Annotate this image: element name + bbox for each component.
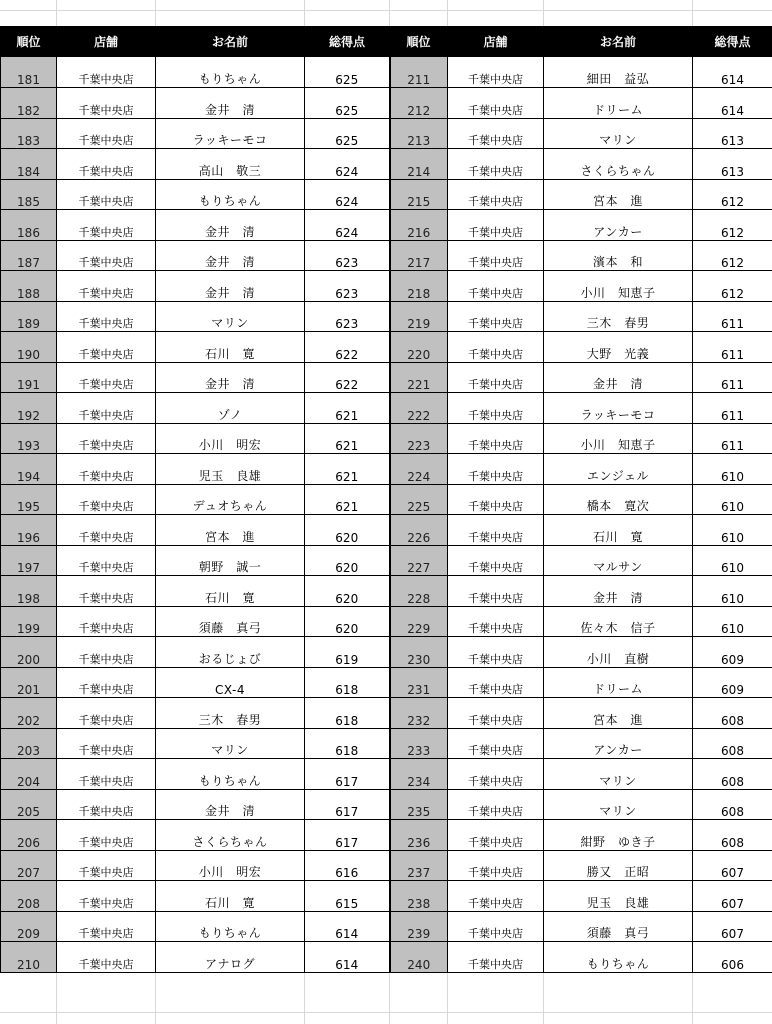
score-cell[interactable]: 610 — [693, 545, 772, 576]
name-cell[interactable]: 児玉 良雄 — [544, 881, 693, 912]
rank-cell[interactable]: 208 — [1, 881, 57, 912]
score-cell[interactable]: 622 — [305, 332, 390, 363]
rank-cell[interactable]: 233 — [390, 728, 448, 759]
store-cell[interactable]: 千葉中央店 — [57, 210, 156, 241]
store-cell[interactable]: 千葉中央店 — [448, 149, 544, 180]
score-cell[interactable]: 624 — [305, 179, 390, 210]
score-cell[interactable]: 620 — [305, 576, 390, 607]
store-cell[interactable]: 千葉中央店 — [448, 515, 544, 546]
table-row — [1, 576, 772, 607]
table-row — [1, 728, 772, 759]
table-row — [1, 179, 772, 210]
table-row — [1, 454, 772, 485]
score-cell[interactable]: 624 — [305, 210, 390, 241]
score-cell[interactable]: 608 — [693, 759, 772, 790]
score-cell[interactable]: 623 — [305, 301, 390, 332]
header-store[interactable]: 店舗 — [448, 26, 544, 57]
score-cell[interactable]: 614 — [305, 911, 390, 942]
name-cell[interactable]: ラッキーモコ — [544, 393, 693, 424]
rank-cell[interactable]: 213 — [390, 118, 448, 149]
rank-cell[interactable]: 226 — [390, 515, 448, 546]
score-cell[interactable]: 618 — [305, 728, 390, 759]
rank-cell[interactable]: 240 — [390, 942, 448, 973]
rank-cell[interactable]: 192 — [1, 393, 57, 424]
table-row — [1, 667, 772, 698]
score-cell[interactable]: 607 — [693, 850, 772, 881]
grid-line — [0, 10, 772, 11]
score-cell[interactable]: 617 — [305, 759, 390, 790]
table-row — [1, 88, 772, 119]
name-cell[interactable]: 石川 寛 — [156, 576, 305, 607]
score-cell[interactable]: 617 — [305, 820, 390, 851]
store-cell[interactable]: 千葉中央店 — [448, 88, 544, 119]
rank-cell[interactable]: 202 — [1, 698, 57, 729]
store-cell[interactable]: 千葉中央店 — [57, 728, 156, 759]
store-cell[interactable]: 千葉中央店 — [448, 637, 544, 668]
rank-cell[interactable]: 239 — [390, 911, 448, 942]
store-cell[interactable]: 千葉中央店 — [448, 332, 544, 363]
store-cell[interactable]: 千葉中央店 — [448, 118, 544, 149]
rank-cell[interactable]: 194 — [1, 454, 57, 485]
store-cell[interactable]: 千葉中央店 — [448, 210, 544, 241]
score-cell[interactable]: 611 — [693, 393, 772, 424]
store-cell[interactable]: 千葉中央店 — [448, 576, 544, 607]
rank-cell[interactable]: 238 — [390, 881, 448, 912]
store-cell[interactable]: 千葉中央店 — [57, 88, 156, 119]
rank-cell[interactable]: 186 — [1, 210, 57, 241]
rank-cell[interactable]: 222 — [390, 393, 448, 424]
table-row — [1, 423, 772, 454]
name-cell[interactable]: 金井 清 — [544, 576, 693, 607]
name-cell[interactable]: 石川 寛 — [156, 881, 305, 912]
store-cell[interactable]: 千葉中央店 — [57, 576, 156, 607]
rank-cell[interactable]: 184 — [1, 149, 57, 180]
rank-cell[interactable]: 188 — [1, 271, 57, 302]
name-cell[interactable]: 細田 益弘 — [544, 57, 693, 88]
rank-cell[interactable]: 234 — [390, 759, 448, 790]
store-cell[interactable]: 千葉中央店 — [57, 332, 156, 363]
store-cell[interactable]: 千葉中央店 — [448, 423, 544, 454]
score-cell[interactable]: 622 — [305, 362, 390, 393]
name-cell[interactable]: もりちゃん — [544, 942, 693, 973]
table-row — [1, 881, 772, 912]
rank-cell[interactable]: 197 — [1, 545, 57, 576]
name-cell[interactable]: マリン — [544, 118, 693, 149]
store-cell[interactable]: 千葉中央店 — [448, 454, 544, 485]
rank-cell[interactable]: 189 — [1, 301, 57, 332]
rank-cell[interactable]: 199 — [1, 606, 57, 637]
rank-cell[interactable]: 236 — [390, 820, 448, 851]
score-cell[interactable]: 619 — [305, 637, 390, 668]
score-cell[interactable]: 623 — [305, 271, 390, 302]
name-cell[interactable]: さくらちゃん — [544, 149, 693, 180]
rank-cell[interactable]: 227 — [390, 545, 448, 576]
score-cell[interactable]: 621 — [305, 484, 390, 515]
store-cell[interactable]: 千葉中央店 — [57, 301, 156, 332]
table-row — [1, 545, 772, 576]
store-cell[interactable]: 千葉中央店 — [57, 179, 156, 210]
rank-cell[interactable]: 198 — [1, 576, 57, 607]
name-cell[interactable]: 児玉 良雄 — [156, 454, 305, 485]
name-cell[interactable]: 三木 春男 — [544, 301, 693, 332]
rank-cell[interactable]: 228 — [390, 576, 448, 607]
rank-cell[interactable]: 212 — [390, 88, 448, 119]
header-score[interactable]: 総得点 — [693, 26, 772, 57]
name-cell[interactable]: 高山 敬三 — [156, 149, 305, 180]
score-cell[interactable]: 620 — [305, 606, 390, 637]
score-cell[interactable]: 620 — [305, 545, 390, 576]
name-cell[interactable]: 金井 清 — [156, 210, 305, 241]
score-cell[interactable]: 612 — [693, 271, 772, 302]
rank-cell[interactable]: 204 — [1, 759, 57, 790]
score-cell[interactable]: 614 — [305, 942, 390, 973]
rank-cell[interactable]: 224 — [390, 454, 448, 485]
table-row — [1, 301, 772, 332]
table-row — [1, 210, 772, 241]
score-cell[interactable]: 609 — [693, 667, 772, 698]
table-row — [1, 698, 772, 729]
score-cell[interactable]: 617 — [305, 789, 390, 820]
name-cell[interactable]: 小川 明宏 — [156, 850, 305, 881]
store-cell[interactable]: 千葉中央店 — [448, 271, 544, 302]
name-cell[interactable]: マリン — [156, 728, 305, 759]
name-cell[interactable]: マリン — [544, 759, 693, 790]
score-cell[interactable]: 621 — [305, 393, 390, 424]
name-cell[interactable]: 石川 寛 — [544, 515, 693, 546]
name-cell[interactable]: ドリーム — [544, 88, 693, 119]
rank-cell[interactable]: 210 — [1, 942, 57, 973]
score-cell[interactable]: 618 — [305, 667, 390, 698]
rank-cell[interactable]: 187 — [1, 240, 57, 271]
rank-cell[interactable]: 216 — [390, 210, 448, 241]
score-cell[interactable]: 613 — [693, 118, 772, 149]
rank-cell[interactable]: 214 — [390, 149, 448, 180]
store-cell[interactable]: 千葉中央店 — [57, 820, 156, 851]
name-cell[interactable]: 金井 清 — [156, 88, 305, 119]
header-rank[interactable]: 順位 — [1, 26, 57, 57]
score-cell[interactable]: 611 — [693, 301, 772, 332]
store-cell[interactable]: 千葉中央店 — [57, 667, 156, 698]
score-cell[interactable]: 610 — [693, 515, 772, 546]
score-cell[interactable]: 608 — [693, 820, 772, 851]
score-cell[interactable]: 611 — [693, 362, 772, 393]
store-cell[interactable]: 千葉中央店 — [57, 606, 156, 637]
name-cell[interactable]: アンカー — [544, 210, 693, 241]
score-cell[interactable]: 612 — [693, 240, 772, 271]
name-cell[interactable]: 勝又 正昭 — [544, 850, 693, 881]
table-row — [1, 240, 772, 271]
name-cell[interactable]: 小川 明宏 — [156, 423, 305, 454]
store-cell[interactable]: 千葉中央店 — [448, 240, 544, 271]
table-row — [1, 332, 772, 363]
rank-cell[interactable]: 191 — [1, 362, 57, 393]
score-cell[interactable]: 610 — [693, 576, 772, 607]
name-cell[interactable]: もりちゃん — [156, 759, 305, 790]
rank-cell[interactable]: 183 — [1, 118, 57, 149]
table-row — [1, 484, 772, 515]
name-cell[interactable]: 須藤 真弓 — [156, 606, 305, 637]
rank-cell[interactable]: 218 — [390, 271, 448, 302]
name-cell[interactable]: 金井 清 — [156, 789, 305, 820]
table-row — [1, 362, 772, 393]
rank-cell[interactable]: 207 — [1, 850, 57, 881]
name-cell[interactable]: 須藤 真弓 — [544, 911, 693, 942]
score-cell[interactable]: 609 — [693, 637, 772, 668]
store-cell[interactable]: 千葉中央店 — [448, 484, 544, 515]
rank-cell[interactable]: 190 — [1, 332, 57, 363]
name-cell[interactable]: 金井 清 — [156, 240, 305, 271]
store-cell[interactable]: 千葉中央店 — [448, 57, 544, 88]
name-cell[interactable]: 小川 知恵子 — [544, 271, 693, 302]
store-cell[interactable]: 千葉中央店 — [448, 545, 544, 576]
name-cell[interactable]: エンジェル — [544, 454, 693, 485]
store-cell[interactable]: 千葉中央店 — [57, 789, 156, 820]
name-cell[interactable]: ラッキーモコ — [156, 118, 305, 149]
name-cell[interactable]: 橋本 寛次 — [544, 484, 693, 515]
name-cell[interactable]: もりちゃん — [156, 179, 305, 210]
header-rank[interactable]: 順位 — [390, 26, 448, 57]
rank-cell[interactable]: 219 — [390, 301, 448, 332]
score-cell[interactable]: 625 — [305, 118, 390, 149]
name-cell[interactable]: ドリーム — [544, 667, 693, 698]
header-row — [1, 26, 772, 57]
store-cell[interactable]: 千葉中央店 — [448, 820, 544, 851]
store-cell[interactable]: 千葉中央店 — [448, 728, 544, 759]
rank-cell[interactable]: 220 — [390, 332, 448, 363]
rank-cell[interactable]: 205 — [1, 789, 57, 820]
name-cell[interactable]: ゾノ — [156, 393, 305, 424]
score-cell[interactable]: 623 — [305, 240, 390, 271]
rank-cell[interactable]: 217 — [390, 240, 448, 271]
name-cell[interactable]: 佐々木 信子 — [544, 606, 693, 637]
name-cell[interactable]: 小川 直樹 — [544, 637, 693, 668]
name-cell[interactable]: 石川 寛 — [156, 332, 305, 363]
score-cell[interactable]: 611 — [693, 423, 772, 454]
rank-cell[interactable]: 223 — [390, 423, 448, 454]
header-name[interactable]: お名前 — [544, 26, 693, 57]
rank-cell[interactable]: 225 — [390, 484, 448, 515]
header-name[interactable]: お名前 — [156, 26, 305, 57]
name-cell[interactable]: マルサン — [544, 545, 693, 576]
table-row — [1, 515, 772, 546]
store-cell[interactable]: 千葉中央店 — [448, 789, 544, 820]
rank-cell[interactable]: 237 — [390, 850, 448, 881]
name-cell[interactable]: マリン — [156, 301, 305, 332]
score-cell[interactable]: 611 — [693, 332, 772, 363]
table-row — [1, 789, 772, 820]
store-cell[interactable]: 千葉中央店 — [57, 850, 156, 881]
rank-cell[interactable]: 200 — [1, 637, 57, 668]
store-cell[interactable]: 千葉中央店 — [57, 149, 156, 180]
store-cell[interactable]: 千葉中央店 — [57, 942, 156, 973]
rank-cell[interactable]: 209 — [1, 911, 57, 942]
rank-cell[interactable]: 230 — [390, 637, 448, 668]
store-cell[interactable]: 千葉中央店 — [448, 850, 544, 881]
store-cell[interactable]: 千葉中央店 — [57, 362, 156, 393]
rank-cell[interactable]: 231 — [390, 667, 448, 698]
score-cell[interactable]: 621 — [305, 423, 390, 454]
score-cell[interactable]: 618 — [305, 698, 390, 729]
score-cell[interactable]: 613 — [693, 149, 772, 180]
rank-cell[interactable]: 193 — [1, 423, 57, 454]
store-cell[interactable]: 千葉中央店 — [448, 698, 544, 729]
name-cell[interactable]: 小川 知恵子 — [544, 423, 693, 454]
score-cell[interactable]: 612 — [693, 210, 772, 241]
score-cell[interactable]: 625 — [305, 57, 390, 88]
score-cell[interactable]: 620 — [305, 515, 390, 546]
store-cell[interactable]: 千葉中央店 — [448, 606, 544, 637]
name-cell[interactable]: デュオちゃん — [156, 484, 305, 515]
rank-cell[interactable]: 182 — [1, 88, 57, 119]
table-row — [1, 118, 772, 149]
name-cell[interactable]: もりちゃん — [156, 911, 305, 942]
store-cell[interactable]: 千葉中央店 — [57, 423, 156, 454]
table-row — [1, 759, 772, 790]
name-cell[interactable]: マリン — [544, 789, 693, 820]
store-cell[interactable]: 千葉中央店 — [57, 271, 156, 302]
table-row — [1, 637, 772, 668]
rank-cell[interactable]: 235 — [390, 789, 448, 820]
score-cell[interactable]: 616 — [305, 850, 390, 881]
name-cell[interactable]: さくらちゃん — [156, 820, 305, 851]
table-row — [1, 820, 772, 851]
rank-cell[interactable]: 203 — [1, 728, 57, 759]
name-cell[interactable]: 宮本 進 — [544, 698, 693, 729]
grid-line — [0, 1012, 772, 1013]
score-cell[interactable]: 615 — [305, 881, 390, 912]
store-cell[interactable]: 千葉中央店 — [57, 393, 156, 424]
store-cell[interactable]: 千葉中央店 — [448, 362, 544, 393]
store-cell[interactable]: 千葉中央店 — [57, 515, 156, 546]
store-cell[interactable]: 千葉中央店 — [57, 545, 156, 576]
name-cell[interactable]: 金井 清 — [544, 362, 693, 393]
store-cell[interactable]: 千葉中央店 — [448, 942, 544, 973]
score-cell[interactable]: 608 — [693, 698, 772, 729]
header-store[interactable]: 店舗 — [57, 26, 156, 57]
store-cell[interactable]: 千葉中央店 — [448, 911, 544, 942]
score-cell[interactable]: 608 — [693, 728, 772, 759]
name-cell[interactable]: CX-4 — [156, 667, 305, 698]
score-cell[interactable]: 607 — [693, 881, 772, 912]
name-cell[interactable]: 金井 清 — [156, 362, 305, 393]
score-cell[interactable]: 621 — [305, 454, 390, 485]
score-cell[interactable]: 608 — [693, 789, 772, 820]
name-cell[interactable]: アナログ — [156, 942, 305, 973]
rank-cell[interactable]: 181 — [1, 57, 57, 88]
rank-cell[interactable]: 215 — [390, 179, 448, 210]
rank-cell[interactable]: 195 — [1, 484, 57, 515]
rank-cell[interactable]: 221 — [390, 362, 448, 393]
store-cell[interactable]: 千葉中央店 — [57, 118, 156, 149]
store-cell[interactable]: 千葉中央店 — [448, 667, 544, 698]
store-cell[interactable]: 千葉中央店 — [448, 393, 544, 424]
store-cell[interactable]: 千葉中央店 — [57, 911, 156, 942]
store-cell[interactable]: 千葉中央店 — [448, 179, 544, 210]
store-cell[interactable]: 千葉中央店 — [448, 759, 544, 790]
table-row — [1, 911, 772, 942]
store-cell[interactable]: 千葉中央店 — [57, 698, 156, 729]
store-cell[interactable]: 千葉中央店 — [57, 881, 156, 912]
name-cell[interactable]: 三木 春男 — [156, 698, 305, 729]
name-cell[interactable]: 濱本 和 — [544, 240, 693, 271]
score-cell[interactable]: 610 — [693, 484, 772, 515]
table-row — [1, 942, 772, 973]
store-cell[interactable]: 千葉中央店 — [57, 484, 156, 515]
rank-cell[interactable]: 185 — [1, 179, 57, 210]
score-cell[interactable]: 614 — [693, 57, 772, 88]
store-cell[interactable]: 千葉中央店 — [448, 881, 544, 912]
rank-cell[interactable]: 206 — [1, 820, 57, 851]
table-row — [1, 850, 772, 881]
store-cell[interactable]: 千葉中央店 — [57, 637, 156, 668]
header-score[interactable]: 総得点 — [305, 26, 390, 57]
score-cell[interactable]: 624 — [305, 149, 390, 180]
name-cell[interactable]: アンカー — [544, 728, 693, 759]
rank-cell[interactable]: 232 — [390, 698, 448, 729]
rank-cell[interactable]: 229 — [390, 606, 448, 637]
store-cell[interactable]: 千葉中央店 — [448, 301, 544, 332]
store-cell[interactable]: 千葉中央店 — [57, 454, 156, 485]
name-cell[interactable]: 宮本 進 — [156, 515, 305, 546]
name-cell[interactable]: 金井 清 — [156, 271, 305, 302]
name-cell[interactable]: 大野 光義 — [544, 332, 693, 363]
name-cell[interactable]: 紺野 ゆき子 — [544, 820, 693, 851]
store-cell[interactable]: 千葉中央店 — [57, 240, 156, 271]
name-cell[interactable]: おるじょび — [156, 637, 305, 668]
score-cell[interactable]: 610 — [693, 606, 772, 637]
name-cell[interactable]: 宮本 進 — [544, 179, 693, 210]
score-cell[interactable]: 606 — [693, 942, 772, 973]
table-row — [1, 57, 772, 88]
store-cell[interactable]: 千葉中央店 — [57, 759, 156, 790]
table-row — [1, 271, 772, 302]
ranking-table — [0, 26, 772, 973]
score-cell[interactable]: 607 — [693, 911, 772, 942]
name-cell[interactable]: もりちゃん — [156, 57, 305, 88]
score-cell[interactable]: 612 — [693, 179, 772, 210]
score-cell[interactable]: 625 — [305, 88, 390, 119]
rank-cell[interactable]: 196 — [1, 515, 57, 546]
store-cell[interactable]: 千葉中央店 — [57, 57, 156, 88]
table-row — [1, 149, 772, 180]
score-cell[interactable]: 610 — [693, 454, 772, 485]
rank-cell[interactable]: 211 — [390, 57, 448, 88]
table-row — [1, 606, 772, 637]
name-cell[interactable]: 朝野 誠一 — [156, 545, 305, 576]
table-row — [1, 393, 772, 424]
rank-cell[interactable]: 201 — [1, 667, 57, 698]
score-cell[interactable]: 614 — [693, 88, 772, 119]
